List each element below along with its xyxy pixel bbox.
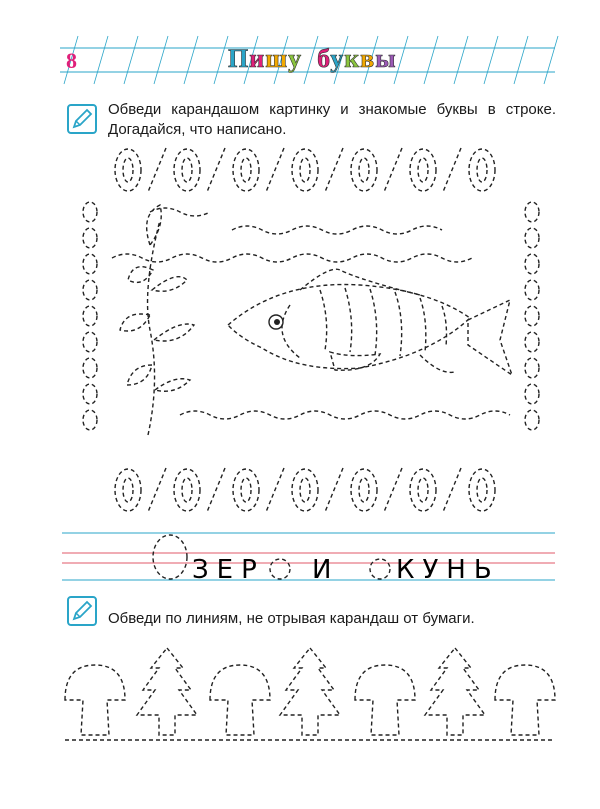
title-letter: у [330, 44, 345, 73]
pencil-icon [67, 596, 97, 626]
page-number: 8 [66, 48, 77, 73]
fir-tree-figure [137, 648, 197, 735]
traced-circle [525, 202, 539, 222]
title-letter [302, 44, 317, 73]
pencil-icon [67, 104, 97, 134]
traced-circle [83, 280, 97, 300]
traced-letter-o [174, 149, 200, 191]
traced-letter-o [270, 559, 290, 579]
title-letter: ш [265, 44, 289, 73]
fir-tree-figure [280, 648, 340, 735]
mushroom-figure [495, 665, 555, 735]
traced-circle [525, 358, 539, 378]
traced-circle [83, 358, 97, 378]
word-part-1: ЗЕР [192, 555, 265, 585]
traced-letter-o-capital [153, 535, 187, 579]
traced-circle [83, 332, 97, 352]
traced-letter-o [233, 469, 259, 511]
title-letter: ы [375, 44, 397, 73]
traced-letter-o [410, 469, 436, 511]
task1-text: Обведи карандашом картинку и знакомые буквы в строке. Догадайся, что написано. [108, 101, 556, 138]
side-column-right [525, 202, 539, 430]
side-column-left [83, 202, 97, 430]
traced-circle [525, 410, 539, 430]
word-writing-line [0, 525, 600, 595]
traced-letter-o [174, 469, 200, 511]
fir-tree-figure [425, 648, 485, 735]
mushroom-figure [65, 665, 125, 735]
traced-circle [83, 306, 97, 326]
traced-letter-o [292, 469, 318, 511]
traced-circle [83, 254, 97, 274]
traced-circle [83, 410, 97, 430]
title-letter: б [317, 44, 331, 73]
traced-circle [525, 384, 539, 404]
traced-letter-o [469, 149, 495, 191]
traced-circle [525, 254, 539, 274]
traced-circle [525, 332, 539, 352]
title-letter: у [288, 44, 303, 73]
traced-letter-o [233, 149, 259, 191]
fish-picture [0, 140, 600, 520]
traced-letter-o [370, 559, 390, 579]
traced-letter-o [410, 149, 436, 191]
traced-letter-o [469, 469, 495, 511]
word-part-2: И [312, 555, 332, 585]
traced-letter-o [115, 149, 141, 191]
page-title [228, 44, 397, 74]
traced-letter-o [351, 149, 377, 191]
letter-o-row-top [115, 148, 495, 192]
mushroom-figure [355, 665, 415, 735]
mushroom-figure [210, 665, 270, 735]
title-letter: к [344, 44, 361, 73]
traced-circle [525, 280, 539, 300]
traced-letter-o [351, 469, 377, 511]
task2-text: Обведи по линиям, не отрывая карандаш от бумаги. [108, 610, 475, 627]
traced-circle [83, 384, 97, 404]
traced-letter-o [115, 469, 141, 511]
traced-letter-o [292, 149, 318, 191]
title-letter: П [228, 44, 250, 73]
traced-circle [525, 306, 539, 326]
title-letter: в [360, 44, 376, 73]
traced-circle [525, 228, 539, 248]
trace-path-figures [0, 640, 600, 750]
traced-circle [83, 228, 97, 248]
traced-circle [83, 202, 97, 222]
title-letter: и [249, 44, 266, 73]
word-part-3: КУНЬ [396, 555, 500, 585]
letter-o-row-bottom [115, 468, 495, 512]
